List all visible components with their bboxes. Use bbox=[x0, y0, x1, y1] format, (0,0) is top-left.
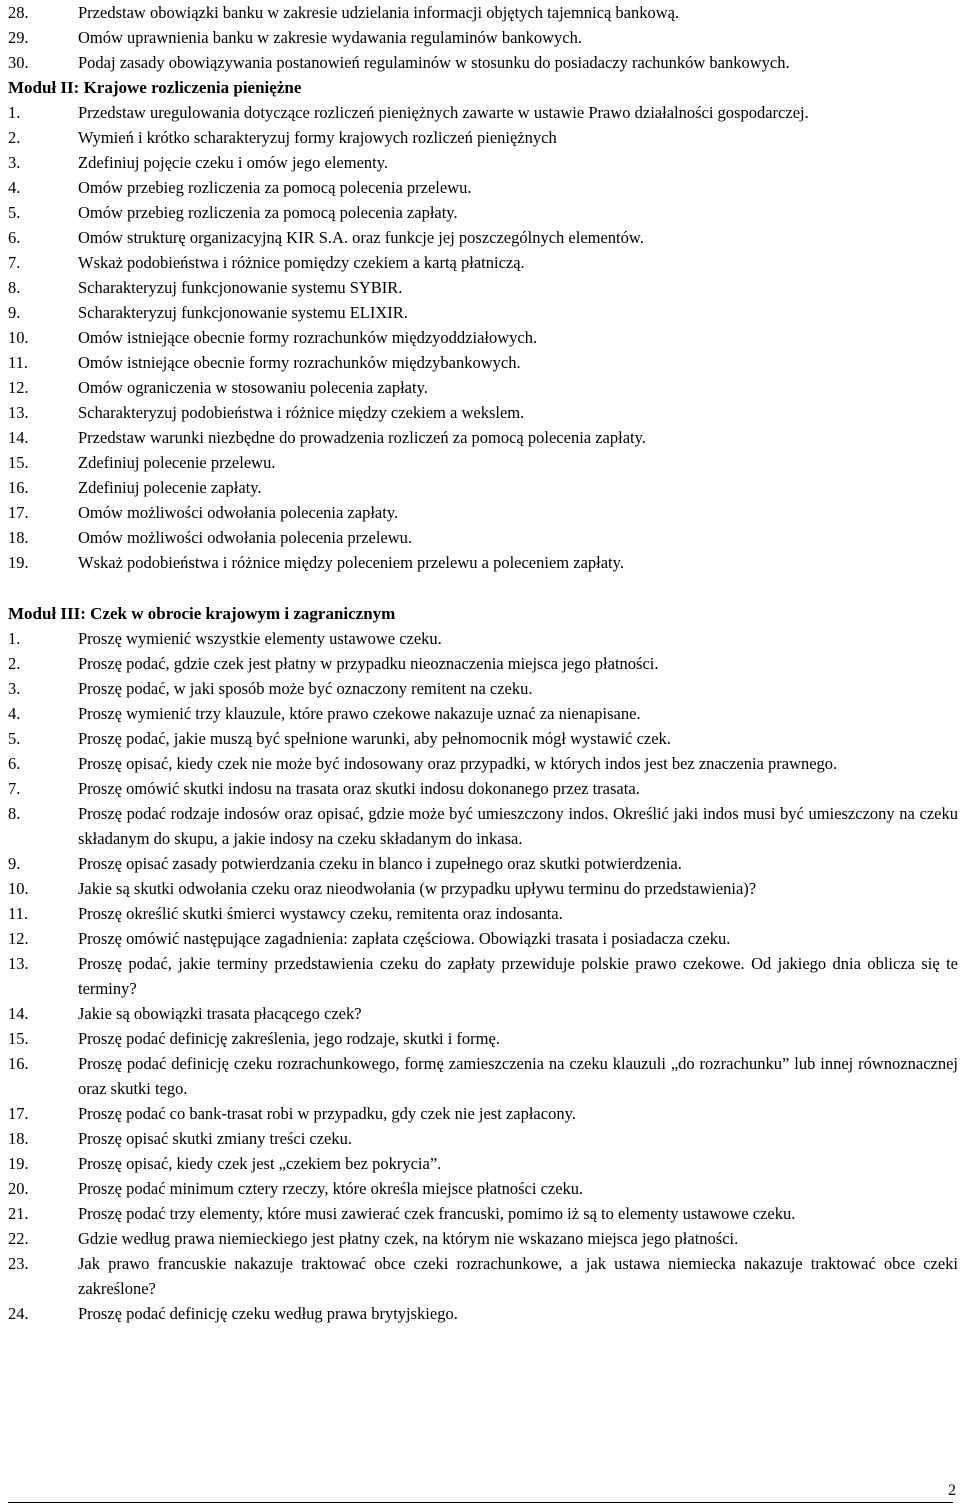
document-page bbox=[8, 0, 958, 1326]
question-text: Omów możliwości odwołania polecenia przelewu. bbox=[78, 528, 413, 547]
question-text: Zdefiniuj polecenie przelewu. bbox=[78, 453, 276, 472]
question-text: Zdefiniuj polecenie zapłaty. bbox=[78, 478, 262, 497]
question-number: 13. bbox=[8, 403, 29, 422]
question-number: 16. bbox=[8, 1054, 29, 1073]
question-number: 30. bbox=[8, 53, 29, 72]
question-number: 6. bbox=[8, 754, 21, 773]
question-item bbox=[8, 726, 958, 751]
question-text: Wskaż podobieństwa i różnice pomiędzy czekiem a kartą płatniczą. bbox=[78, 253, 525, 272]
question-number: 15. bbox=[8, 453, 29, 472]
question-item bbox=[8, 1026, 958, 1051]
question-number: 18. bbox=[8, 1129, 29, 1148]
question-text: Wskaż podobieństwa i różnice między poleceniem przelewu a poleceniem zapłaty. bbox=[78, 553, 624, 572]
question-text: Proszę podać, w jaki sposób może być oznaczony remitent na czeku. bbox=[78, 679, 533, 698]
question-text: Proszę opisać zasady potwierdzania czeku in blanco i zupełnego oraz skutki potwierdzenia. bbox=[78, 854, 682, 873]
question-item bbox=[8, 1226, 958, 1251]
question-number: 19. bbox=[8, 553, 29, 572]
question-item bbox=[8, 676, 958, 701]
question-item bbox=[8, 375, 958, 400]
question-number: 17. bbox=[8, 1104, 29, 1123]
question-text: Omów uprawnienia banku w zakresie wydawania regulaminów bankowych. bbox=[78, 28, 583, 47]
question-item bbox=[8, 200, 958, 225]
question-number: 1. bbox=[8, 103, 21, 122]
question-number: 7. bbox=[8, 253, 21, 272]
question-item bbox=[8, 751, 958, 776]
question-text: Podaj zasady obowiązywania postanowień regulaminów w stosunku do posiadaczy rachunków bankowych. bbox=[78, 53, 790, 72]
question-text: Przedstaw uregulowania dotyczące rozliczeń pieniężnych zawarte w ustawie Prawo działalności gospodarczej. bbox=[78, 103, 809, 122]
question-text: Proszę podać definicję czeku według prawa brytyjskiego. bbox=[78, 1304, 458, 1323]
question-item bbox=[8, 876, 958, 901]
question-number: 4. bbox=[8, 178, 21, 197]
question-number: 5. bbox=[8, 729, 21, 748]
question-text: Scharakteryzuj funkcjonowanie systemu SYBIR. bbox=[78, 278, 403, 297]
question-number: 3. bbox=[8, 153, 21, 172]
question-item bbox=[8, 350, 958, 375]
question-item bbox=[8, 150, 958, 175]
question-text: Wymień i krótko scharakteryzuj formy krajowych rozliczeń pieniężnych bbox=[78, 128, 557, 147]
question-number: 11. bbox=[8, 353, 29, 372]
question-number: 22. bbox=[8, 1229, 29, 1248]
section-gap bbox=[8, 575, 958, 601]
module-3-question-list bbox=[8, 626, 958, 1326]
question-item bbox=[8, 250, 958, 275]
question-item bbox=[8, 776, 958, 801]
question-item bbox=[8, 275, 958, 300]
question-item bbox=[8, 1101, 958, 1126]
question-number: 12. bbox=[8, 929, 29, 948]
question-number: 20. bbox=[8, 1179, 29, 1198]
question-text: Omów istniejące obecnie formy rozrachunków międzyoddziałowych. bbox=[78, 328, 538, 347]
question-text: Omów strukturę organizacyjną KIR S.A. oraz funkcje jej poszczególnych elementów. bbox=[78, 228, 644, 247]
question-item bbox=[8, 1051, 958, 1101]
question-text: Proszę podać trzy elementy, które musi zawierać czek francuski, pomimo iż są to elementy ustawowe czeku. bbox=[78, 1204, 796, 1223]
question-text: Proszę określić skutki śmierci wystawcy czeku, remitenta oraz indosanta. bbox=[78, 904, 563, 923]
question-item bbox=[8, 175, 958, 200]
question-number: 29. bbox=[8, 28, 29, 47]
question-item bbox=[8, 926, 958, 951]
question-item bbox=[8, 1151, 958, 1176]
question-text: Proszę opisać, kiedy czek jest „czekiem bez pokrycia”. bbox=[78, 1154, 442, 1173]
question-item bbox=[8, 0, 958, 25]
question-number: 12. bbox=[8, 378, 29, 397]
question-item bbox=[8, 525, 958, 550]
question-item bbox=[8, 651, 958, 676]
question-text: Proszę omówić skutki indosu na trasata oraz skutki indosu dokonanego przez trasata. bbox=[78, 779, 640, 798]
question-text: Proszę podać minimum cztery rzeczy, które określa miejsce płatności czeku. bbox=[78, 1179, 584, 1198]
question-item bbox=[8, 951, 958, 1001]
question-number: 14. bbox=[8, 428, 29, 447]
question-number: 2. bbox=[8, 654, 21, 673]
question-item bbox=[8, 1176, 958, 1201]
question-item bbox=[8, 425, 958, 450]
question-number: 21. bbox=[8, 1204, 29, 1223]
question-item bbox=[8, 851, 958, 876]
question-text: Proszę opisać, kiedy czek nie może być indosowany oraz przypadki, w których indos jest bez znaczenia prawnego. bbox=[78, 754, 838, 773]
question-item bbox=[8, 475, 958, 500]
question-text: Proszę podać, jakie muszą być spełnione warunki, aby pełnomocnik mógł wystawić czek. bbox=[78, 729, 671, 748]
question-item bbox=[8, 801, 958, 851]
question-number: 9. bbox=[8, 854, 21, 873]
question-number: 7. bbox=[8, 779, 21, 798]
question-number: 1. bbox=[8, 629, 21, 648]
question-number: 10. bbox=[8, 879, 29, 898]
question-text: Proszę podać definicję czeku rozrachunkowego, formę zamieszczenia na czeku klauzuli „do rozrachunku” lub innej równoznacznej oraz skutki tego. bbox=[78, 1054, 958, 1098]
question-text: Proszę podać co bank-trasat robi w przypadku, gdy czek nie jest zapłacony. bbox=[78, 1104, 576, 1123]
question-text: Jak prawo francuskie nakazuje traktować obce czeki rozrachunkowe, a jak ustawa niemiecka nakazuje traktować obce czeki zakreślone? bbox=[78, 1254, 958, 1298]
intro-question-list bbox=[8, 0, 958, 75]
question-item bbox=[8, 225, 958, 250]
question-text: Omów możliwości odwołania polecenia zapłaty. bbox=[78, 503, 399, 522]
question-text: Proszę omówić następujące zagadnienia: zapłata częściowa. Obowiązki trasata i posiadacza czeku. bbox=[78, 929, 731, 948]
question-text: Proszę podać definicję zakreślenia, jego rodzaje, skutki i formę. bbox=[78, 1029, 500, 1048]
question-item bbox=[8, 626, 958, 651]
question-text: Omów ograniczenia w stosowaniu polecenia zapłaty. bbox=[78, 378, 428, 397]
question-text: Proszę podać, gdzie czek jest płatny w przypadku nieoznaczenia miejsca jego płatności. bbox=[78, 654, 659, 673]
question-text: Omów istniejące obecnie formy rozrachunków międzybankowych. bbox=[78, 353, 521, 372]
question-text: Zdefiniuj pojęcie czeku i omów jego elementy. bbox=[78, 153, 389, 172]
page-number: 2 bbox=[948, 1482, 956, 1499]
question-number: 24. bbox=[8, 1304, 29, 1323]
question-text: Scharakteryzuj podobieństwa i różnice między czekiem a wekslem. bbox=[78, 403, 525, 422]
question-item bbox=[8, 1126, 958, 1151]
question-number: 4. bbox=[8, 704, 21, 723]
question-number: 18. bbox=[8, 528, 29, 547]
question-text: Proszę podać rodzaje indosów oraz opisać, gdzie może być umieszczony indos. Określić jaki indos musi być umieszczony na czeku składanym do skupu, a jakie indosy na czeku składanym do inkasa. bbox=[78, 804, 958, 848]
question-text: Proszę podać, jakie terminy przedstawienia czeku do zapłaty przewiduje polskie prawo czekowe. Od jakiego dnia oblicza się te terminy? bbox=[78, 954, 958, 998]
question-number: 8. bbox=[8, 804, 21, 823]
question-text: Omów przebieg rozliczenia za pomocą polecenia zapłaty. bbox=[78, 203, 458, 222]
question-item bbox=[8, 1301, 958, 1326]
question-text: Gdzie według prawa niemieckiego jest płatny czek, na którym nie wskazano miejsca jego płatności. bbox=[78, 1229, 739, 1248]
question-text: Jakie są skutki odwołania czeku oraz nieodwołania (w przypadku upływu terminu do przedstawienia)? bbox=[78, 879, 757, 898]
question-item bbox=[8, 701, 958, 726]
question-item bbox=[8, 50, 958, 75]
question-number: 28. bbox=[8, 3, 29, 22]
question-text: Proszę wymienić trzy klauzule, które prawo czekowe nakazuje uznać za nienapisane. bbox=[78, 704, 641, 723]
module-2-title: Moduł II: Krajowe rozliczenia pieniężne bbox=[8, 78, 302, 97]
question-text: Jakie są obowiązki trasata płacącego czek? bbox=[78, 1004, 362, 1023]
question-text: Przedstaw obowiązki banku w zakresie udzielania informacji objętych tajemnicą bankową. bbox=[78, 3, 680, 22]
question-number: 5. bbox=[8, 203, 21, 222]
question-number: 2. bbox=[8, 128, 21, 147]
question-number: 19. bbox=[8, 1154, 29, 1173]
question-item bbox=[8, 500, 958, 525]
question-number: 17. bbox=[8, 503, 29, 522]
question-item bbox=[8, 400, 958, 425]
question-item bbox=[8, 901, 958, 926]
question-item bbox=[8, 325, 958, 350]
question-item bbox=[8, 1251, 958, 1301]
question-number: 13. bbox=[8, 954, 29, 973]
question-number: 16. bbox=[8, 478, 29, 497]
question-number: 3. bbox=[8, 679, 21, 698]
question-item bbox=[8, 1001, 958, 1026]
module-2-question-list bbox=[8, 100, 958, 575]
question-number: 23. bbox=[8, 1254, 29, 1273]
question-number: 15. bbox=[8, 1029, 29, 1048]
question-item bbox=[8, 125, 958, 150]
question-text: Proszę opisać skutki zmiany treści czeku. bbox=[78, 1129, 352, 1148]
question-number: 11. bbox=[8, 904, 29, 923]
footer-rule bbox=[8, 1502, 953, 1503]
question-item bbox=[8, 450, 958, 475]
question-item bbox=[8, 1201, 958, 1226]
question-item bbox=[8, 25, 958, 50]
question-text: Scharakteryzuj funkcjonowanie systemu ELIXIR. bbox=[78, 303, 408, 322]
question-item bbox=[8, 100, 958, 125]
question-number: 8. bbox=[8, 278, 21, 297]
question-text: Proszę wymienić wszystkie elementy ustawowe czeku. bbox=[78, 629, 442, 648]
question-text: Omów przebieg rozliczenia za pomocą polecenia przelewu. bbox=[78, 178, 472, 197]
module-3-title: Moduł III: Czek w obrocie krajowym i zagranicznym bbox=[8, 604, 396, 623]
question-item bbox=[8, 300, 958, 325]
question-number: 6. bbox=[8, 228, 21, 247]
question-text: Przedstaw warunki niezbędne do prowadzenia rozliczeń za pomocą polecenia zapłaty. bbox=[78, 428, 646, 447]
question-number: 9. bbox=[8, 303, 21, 322]
question-number: 10. bbox=[8, 328, 29, 347]
question-number: 14. bbox=[8, 1004, 29, 1023]
question-item bbox=[8, 550, 958, 575]
